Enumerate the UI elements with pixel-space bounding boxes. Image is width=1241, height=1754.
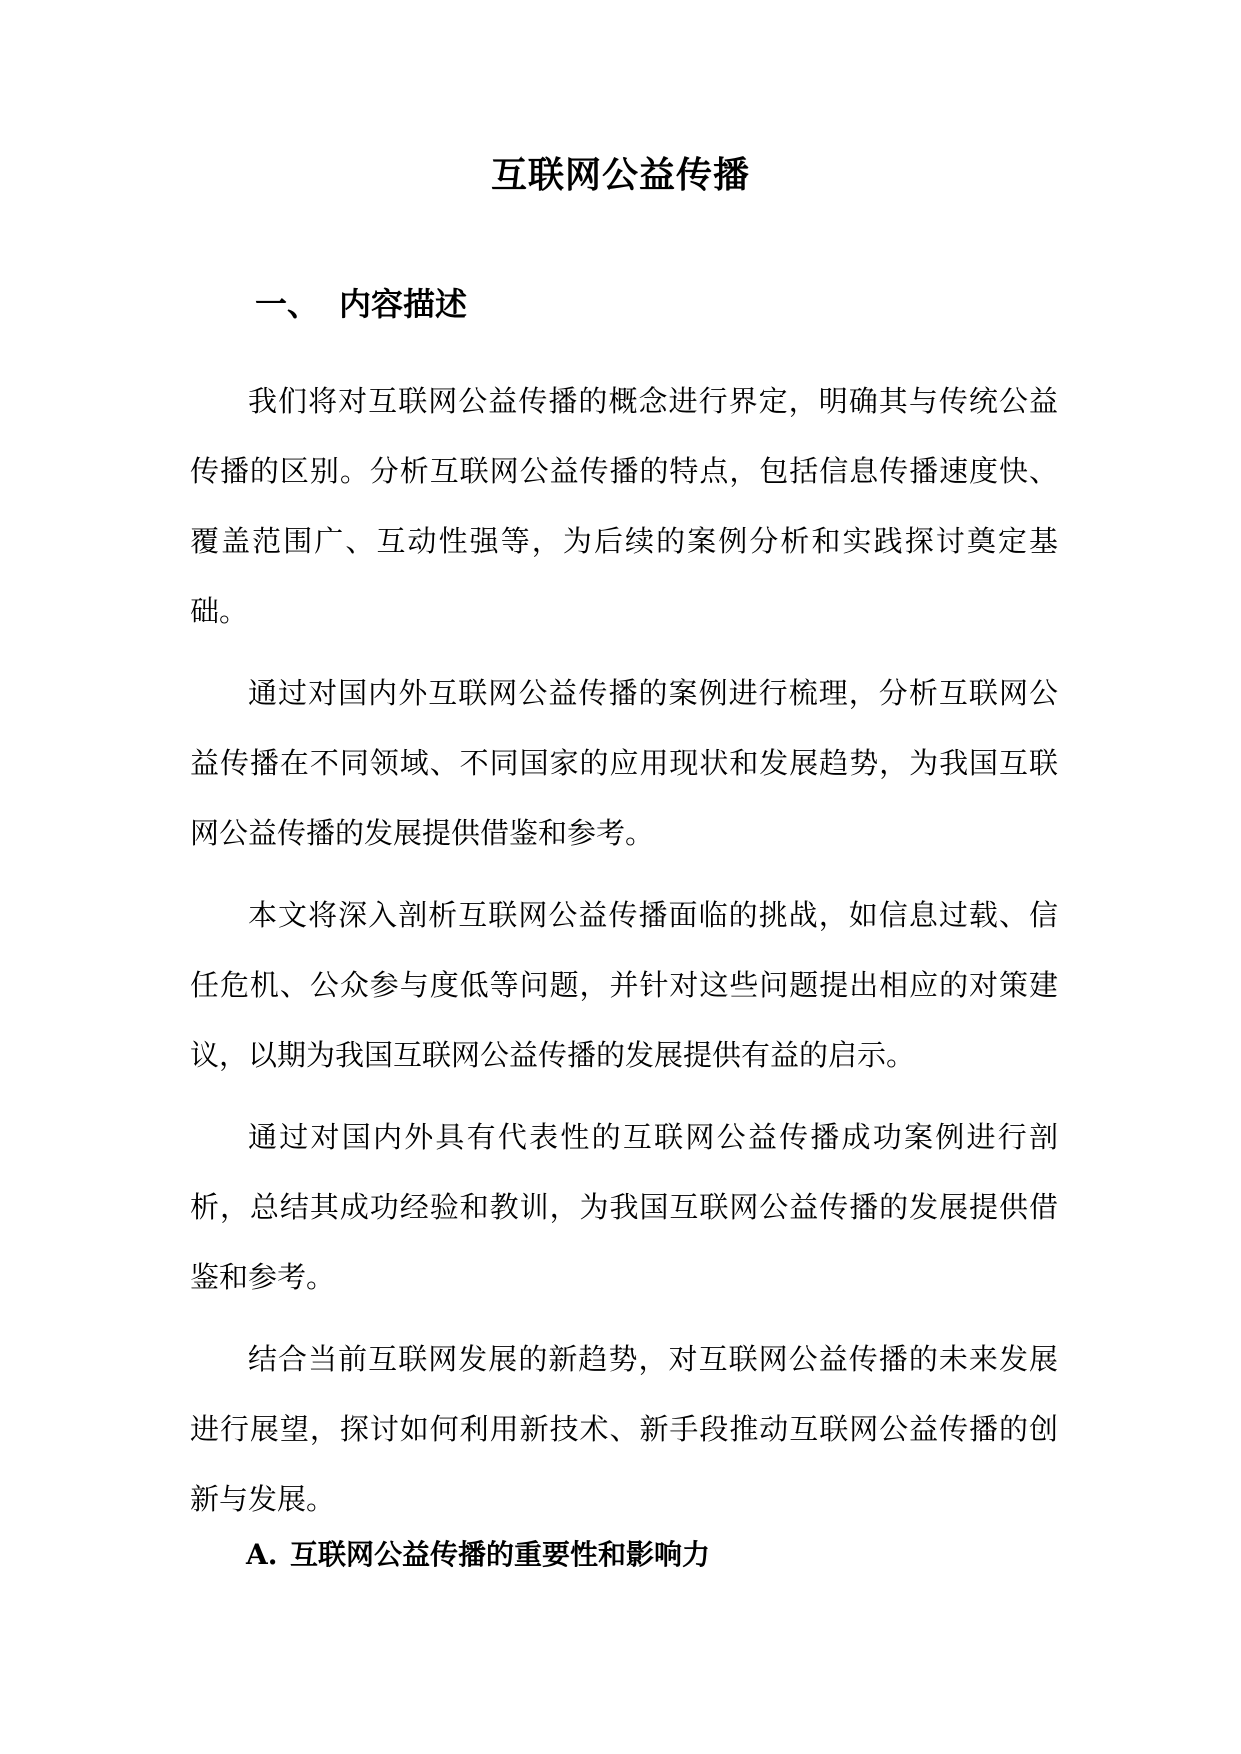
paragraph: 通过对国内外具有代表性的互联网公益传播成功案例进行剖析，总结其成功经验和教训，为我国互联网公益传播的发展提供借鉴和参考。 bbox=[190, 1120, 1058, 1294]
paragraph: 结合当前互联网发展的新趋势，对互联网公益传播的未来发展进行展望，探讨如何利用新技术、新手段推动互联网公益传播的创新与发展。 bbox=[190, 1342, 1058, 1516]
paragraph: 本文将深入剖析互联网公益传播面临的挑战，如信息过载、信任危机、公众参与度低等问题，并针对这些问题提出相应的对策建议，以期为我国互联网公益传播的发展提供有益的启示。 bbox=[190, 898, 1058, 1072]
paragraph: 我们将对互联网公益传播的概念进行界定，明确其与传统公益传播的区别。分析互联网公益传播的特点，包括信息传播速度快、覆盖范围广、互动性强等，为后续的案例分析和实践探讨奠定基础。 bbox=[190, 384, 1058, 628]
subsection-heading-text: 互联网公益传播的重要性和影响力 bbox=[290, 1538, 711, 1571]
subsection-letter: A. bbox=[246, 1538, 278, 1571]
section-heading bbox=[255, 282, 467, 326]
paragraph: 通过对国内外互联网公益传播的案例进行梳理，分析互联网公益传播在不同领域、不同国家的应用现状和发展趋势，为我国互联网公益传播的发展提供借鉴和参考。 bbox=[190, 676, 1058, 850]
section-number: 一、 bbox=[255, 285, 320, 323]
subsection-heading bbox=[246, 1535, 710, 1575]
body-paragraphs bbox=[190, 366, 1058, 1546]
section-heading-text: 内容描述 bbox=[339, 285, 468, 323]
document-title: 互联网公益传播 bbox=[490, 155, 750, 196]
